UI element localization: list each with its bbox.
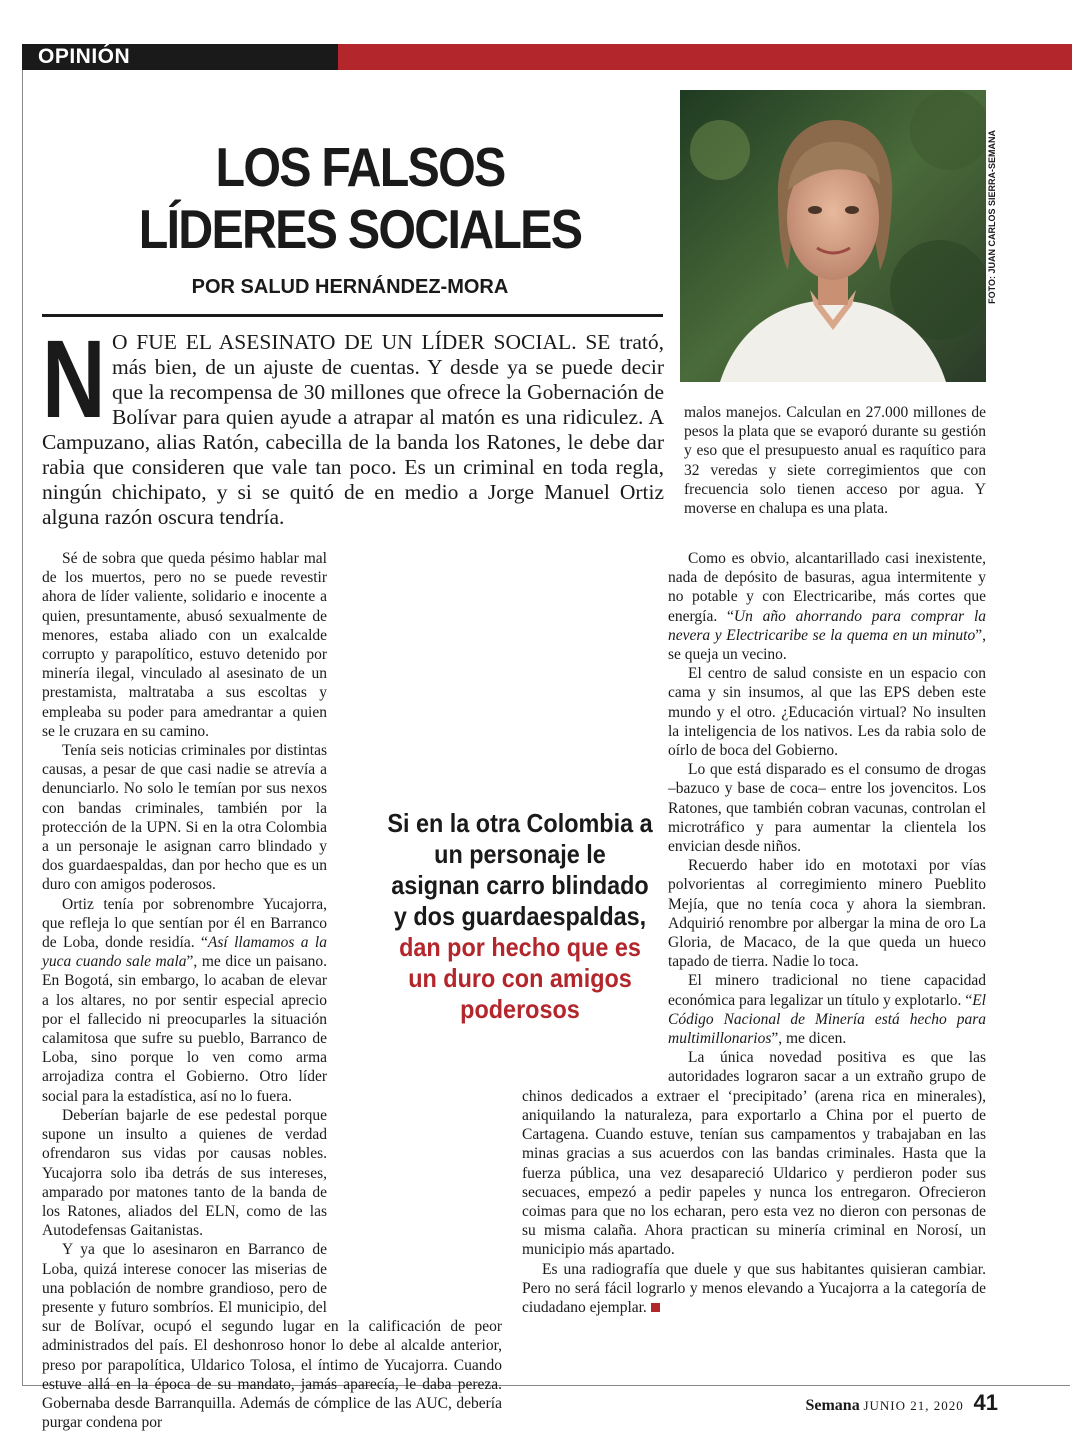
pull-quote — [387, 808, 653, 1025]
drop-cap: N — [42, 318, 106, 441]
paragraph: Sé de sobra que queda pésimo hablar mal de los muertos, pero no se puede revestir ahora de líder valiente, solidario e inocente a quien, presuntamente, abusó sexualmente de menores, estaba aliado con un exalcalde corrupto y parapolítico, estuvo detenido por minería ilegal, vinculado al asesinato de un prestamista, maltrataba a sus escoltas y empleaba su poder para amedrantar a quien se le cruzara en su camino. — [42, 550, 327, 740]
photo-credit: FOTO: JUAN CARLOS SIERRA-SEMANA — [987, 130, 997, 304]
headline-rule — [42, 314, 663, 317]
quote: Un año ahorrando para comprar la nevera y Electricaribe se la quema en un minuto — [668, 607, 987, 644]
paragraph: Es una radiografía que duele y que sus habitantes quisieran cambiar. Pero no será fácil lograrlo y menos elevando a Yucajorra a la categoría de ciudadano ejemplar. — [522, 1260, 986, 1316]
end-mark — [651, 1303, 660, 1312]
issue-date: JUNIO 21, 2020 — [863, 1398, 964, 1413]
paragraph: Ortiz tenía por sobrenombre Yucajorra, que refleja lo que sentían por él en Barranco de Loba, donde residía. “Así llamamos a la yuca cuando sale mala”, me dice un paisano. En Bogotá, sin embargo, lo acaban de elevar a los altares, no por sentir especial aprecio por el fallecido ni preocuparles la situación calamitosa que sufre su pueblo, Barranco de Loba, sino porque lo ven como arma arrojadiza contra el Gobierno. Otro líder social para la estadística, así no lo fuera. — [42, 895, 327, 1105]
paragraph: El centro de salud consiste en un espacio con cama y sin insumos, al que las EPS deben este mundo y el otro. ¿Educación virtual? No insulten la inteligencia de los nativos. Les da rabia solo de oírlo de boca del Gobierno. — [668, 665, 986, 760]
paragraph: Lo que está disparado es el consumo de drogas –bazuco y base de coca– entre los jovencitos. Los Ratones, que también cobran vacunas, controlan el microtráfico y para aumentar la clientela los envician desde niños. — [668, 761, 986, 856]
paragraph: La única novedad positiva es que las autoridades lograron sacar a un extraño grupo de chinos dedicados a extraer el ‘precipitado’ (arena rica en minerales), aniquilando la naturaleza, para exportarlo a China por el puerto de Cartagena. Cuando estuve, tenían sus campamentos y trabajaban en las minas gracias a sus acuerdos con las bandas criminales. Hasta que la fuerza pública, una vez desapareció Uldarico y perdieron poder sus secuaces, empezó a pedir papeles y nunca los entregaron. Ofrecieron coimas para que no los echaran, pero esta vez no dieron con personas de su misma calaña. Ahora practican su minería criminal en Norosí, un municipio más apartado. — [522, 1049, 986, 1259]
magazine-name: Semana — [805, 1397, 860, 1414]
lead-text: O FUE EL ASESINATO DE UN LÍDER SOCIAL. SE trató, más bien, de un ajuste de cuentas. Y desde ya se puede decir que la recompensa de 30 millones que ofrece la Gobernación de Bolívar para quien ayude a atrapar al matón es una ridiculez. A Campuzano, alias Ratón, cabecilla de la banda los Ratones, le debe dar rabia que consideren que vale tan poco. Es un criminal en toda regla, ningún chichipato, y si se quitó de en medio a Jorge Manuel Ortiz alguna razón oscura tendría. — [42, 330, 664, 529]
quote: Así llamamos a la yuca cuando sale mala — [42, 934, 327, 971]
lead-paragraph — [42, 318, 664, 530]
paragraph: malos manejos. Calculan en 27.000 millones de pesos la plata que se evaporó durante su gestión y eso que el presupuesto anual es raquítico para 32 veredas y siete corregimientos que con frecuencia solo tienen acceso por agua. Y moverse en chalupa es una plata. — [684, 404, 986, 518]
paragraph: Tenía seis noticias criminales por distintas causas, a pesar de que casi nadie se atrevía a denunciarlo. No solo le temían por sus nexos con bandas criminales, también por la protección de la UPN. Si en la otra Colombia a un personaje le asignan carro blindado y dos guardaespaldas, dan por hecho que es un duro con amigos poderosos. — [42, 742, 327, 894]
byline: POR SALUD HERNÁNDEZ-MORA — [191, 276, 509, 298]
paragraph: Recuerdo haber ido en mototaxi por vías polvorientas al corregimiento minero Pueblito Mejía, que no tenía coca y ahora la siembran. Adquirió renombre por albergar la mina de oro La Gloria, de Macaco, de la que queda un hueco tapado de tierra. Nadie lo toca. — [668, 857, 986, 971]
paragraph: Como es obvio, alcantarillado casi inexistente, nada de depósito de basuras, agua intermitente y no potable y con Electricaribe, más cortes que energía. “Un año ahorrando para comprar la nevera y Electricaribe se la quema en un minuto”, se queja un vecino. — [668, 550, 987, 664]
paragraph: Deberían bajarle de ese pedestal porque supone un insulto a quienes de verdad ofrendaron sus vidas por causas nobles. Yucajorra solo iba detrás de sus intereses, amparado por matones tanto de la banda de los Ratones, aliados del ELN, como de las Autodefensas Gaitanistas. — [42, 1106, 327, 1240]
pull-quote-highlight: dan por hecho que es un duro con amigos poderosos — [399, 932, 641, 1024]
headline: LOS FALSOS LÍDERES SOCIALES — [138, 136, 582, 260]
frame-rule-left — [22, 70, 23, 1386]
paragraph: Y ya que lo asesinaron en Barranco de Loba, quizá interese conocer las miserias de una población de nombre grandioso, pero de presente y futuro sombríos. El municipio, del sur de Bolívar, ocupó el segundo lugar en la calificación de peor administrados del país. El deshonroso honor lo debe al alcalde anterior, preso por parapolítica, Uldarico Tolosa, el íntimo de Yucajorra. Cuando estuve allá en la época de su mandato, jamás aparecía, le daba pereza. Gobernaba desde Barranquilla. Además de cómplice de las AUC, debería purgar condena por — [42, 1241, 502, 1432]
section-label: OPINIÓN — [22, 44, 338, 70]
folio — [805, 1390, 998, 1416]
pull-quote-text: Si en la otra Colombia a un personaje le asignan carro blindado y dos guardaespaldas, — [387, 808, 653, 931]
page-number: 41 — [973, 1390, 998, 1415]
right-top-column — [684, 403, 986, 518]
paragraph: El minero tradicional no tiene capacidad económica para legalizar un título y explotarlo. “El Código Nacional de Minería está hecho para multimillonarios”, me dicen. — [668, 972, 986, 1048]
author-photo — [680, 90, 986, 382]
quote: El Código Nacional de Minería está hecho para multimillonarios — [668, 991, 986, 1048]
